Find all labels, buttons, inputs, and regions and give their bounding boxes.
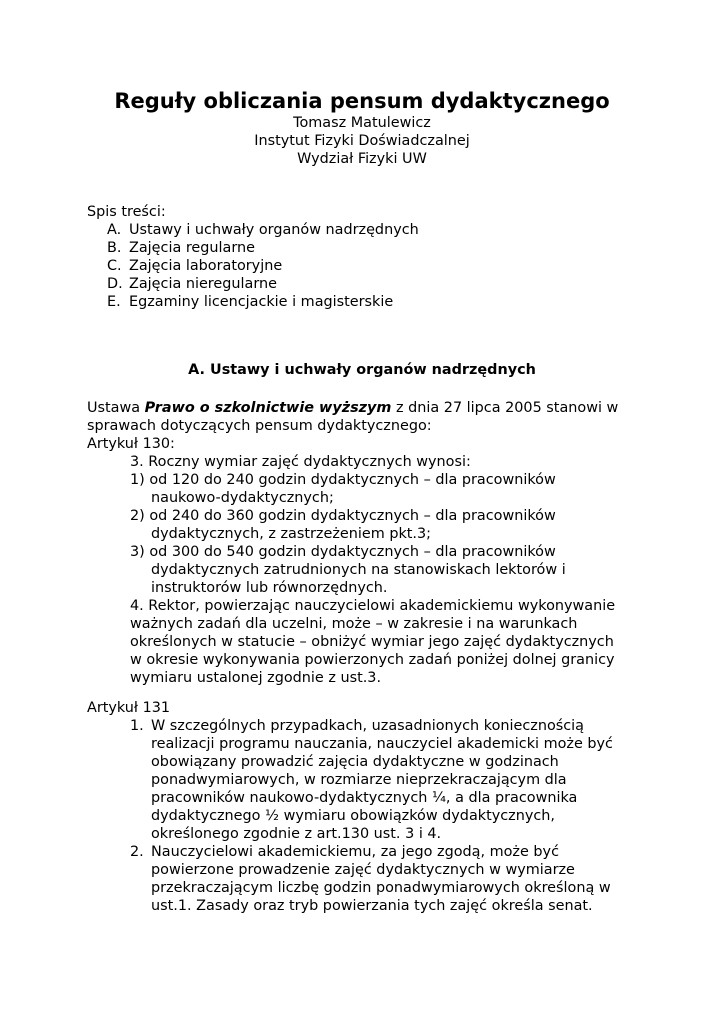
law-name: Prawo o szkolnictwie wyższym [144, 400, 392, 416]
intro-line-1 [87, 399, 618, 417]
art131-paragraph-1-line: ponadwymiarowych, w rozmiarze nieprzekraczającym dla [151, 772, 567, 788]
art131-paragraph-2-line: Nauczycielowi akademickiemu, za jego zgodą, może być [151, 844, 559, 860]
document-title: Reguły obliczania pensum dydaktycznego [114, 89, 610, 113]
toc-item-text: Zajęcia nieregularne [129, 276, 277, 292]
article-130-title: Artykuł 130: [87, 436, 175, 452]
art130-paragraph-4-line: w okresie wykonywania powierzonych zadań poniżej dolnej granicy [130, 652, 615, 668]
art130-paragraph-4-line: ważnych zadań dla uczelni, może – w zakresie i na warunkach [130, 616, 578, 632]
toc-heading: Spis treści: [87, 204, 166, 220]
art130-item-3-line: dydaktycznych zatrudnionych na stanowiskach lektorów i [151, 562, 566, 578]
art130-item-1-line: naukowo-dydaktycznych; [151, 490, 334, 506]
art131-paragraph-1-line: W szczególnych przypadkach, uzasadnionych koniecznością [151, 718, 584, 734]
toc-item-text: Egzaminy licencjackie i magisterskie [129, 294, 394, 310]
author-name: Tomasz Matulewicz [293, 115, 431, 131]
art131-paragraph-1-line: pracowników naukowo-dydaktycznych ¼, a dla pracownika [151, 790, 578, 806]
art131-paragraph-2-line: powierzone prowadzenie zajęć dydaktycznych w wymiarze [151, 862, 575, 878]
faculty-name: Wydział Fizyki UW [297, 151, 427, 167]
art130-item-3-line: 3) od 300 do 540 godzin dydaktycznych – dla pracowników [130, 544, 556, 560]
art131-paragraph-1-line: określonego zgodnie z art.130 ust. 3 i 4. [151, 826, 442, 842]
art130-paragraph-4-line: wymiaru ustalonej zgodnie z ust.3. [130, 670, 382, 686]
institute-name: Instytut Fizyki Doświadczalnej [254, 133, 470, 149]
toc-item-label: A. [107, 222, 122, 238]
toc-item-text: Zajęcia laboratoryjne [129, 258, 283, 274]
intro-line-2: sprawach dotyczących pensum dydaktycznego: [87, 418, 432, 434]
art130-item-1-line: 1) od 120 do 240 godzin dydaktycznych – dla pracowników [130, 472, 556, 488]
toc-item [107, 221, 419, 239]
art130-item-2-line: dydaktycznych, z zastrzeżeniem pkt.3; [151, 526, 432, 542]
article-131-title: Artykuł 131 [87, 700, 171, 716]
art130-paragraph-4-line: 4. Rektor, powierzając nauczycielowi akademickiemu wykonywanie [130, 598, 616, 614]
art130-paragraph-3: 3. Roczny wymiar zajęć dydaktycznych wynosi: [130, 454, 471, 470]
toc-item [107, 257, 282, 275]
art130-item-2-line: 2) od 240 do 360 godzin dydaktycznych – dla pracowników [130, 508, 556, 524]
art131-paragraph-2-line: ust.1. Zasady oraz tryb powierzania tych zajęć określa senat. [151, 898, 593, 914]
art131-paragraph-1-line: realizacji programu nauczania, nauczyciel akademicki może być [151, 736, 613, 752]
intro-post: z dnia 27 lipca 2005 stanowi w [391, 400, 619, 416]
toc-item-label: E. [107, 294, 121, 310]
intro-pre: Ustawa [87, 400, 145, 416]
toc-item [107, 293, 393, 311]
art130-paragraph-4-line: określonych w statucie – obniżyć wymiar jego zajęć dydaktycznych [130, 634, 614, 650]
toc-item-text: Zajęcia regularne [129, 240, 255, 256]
toc-item [107, 275, 277, 293]
art131-paragraph-2-line: przekraczającym liczbę godzin ponadwymiarowych określoną w [151, 880, 611, 896]
art130-item-3-line: instruktorów lub równorzędnych. [151, 580, 388, 596]
toc-item-label: C. [107, 258, 122, 274]
art131-paragraph-1-line: dydaktycznego ½ wymiaru obowiązków dydaktycznych, [151, 808, 555, 824]
toc-item [107, 239, 255, 257]
toc-item-label: B. [107, 240, 122, 256]
art131-paragraph-1-line: obowiązany prowadzić zajęcia dydaktyczne w godzinach [151, 754, 559, 770]
art131-number-1: 1. [130, 718, 144, 734]
section-a-heading: A. Ustawy i uchwały organów nadrzędnych [188, 362, 536, 378]
toc-item-label: D. [107, 276, 123, 292]
art131-number-2: 2. [130, 844, 144, 860]
toc-item-text: Ustawy i uchwały organów nadrzędnych [129, 222, 419, 238]
